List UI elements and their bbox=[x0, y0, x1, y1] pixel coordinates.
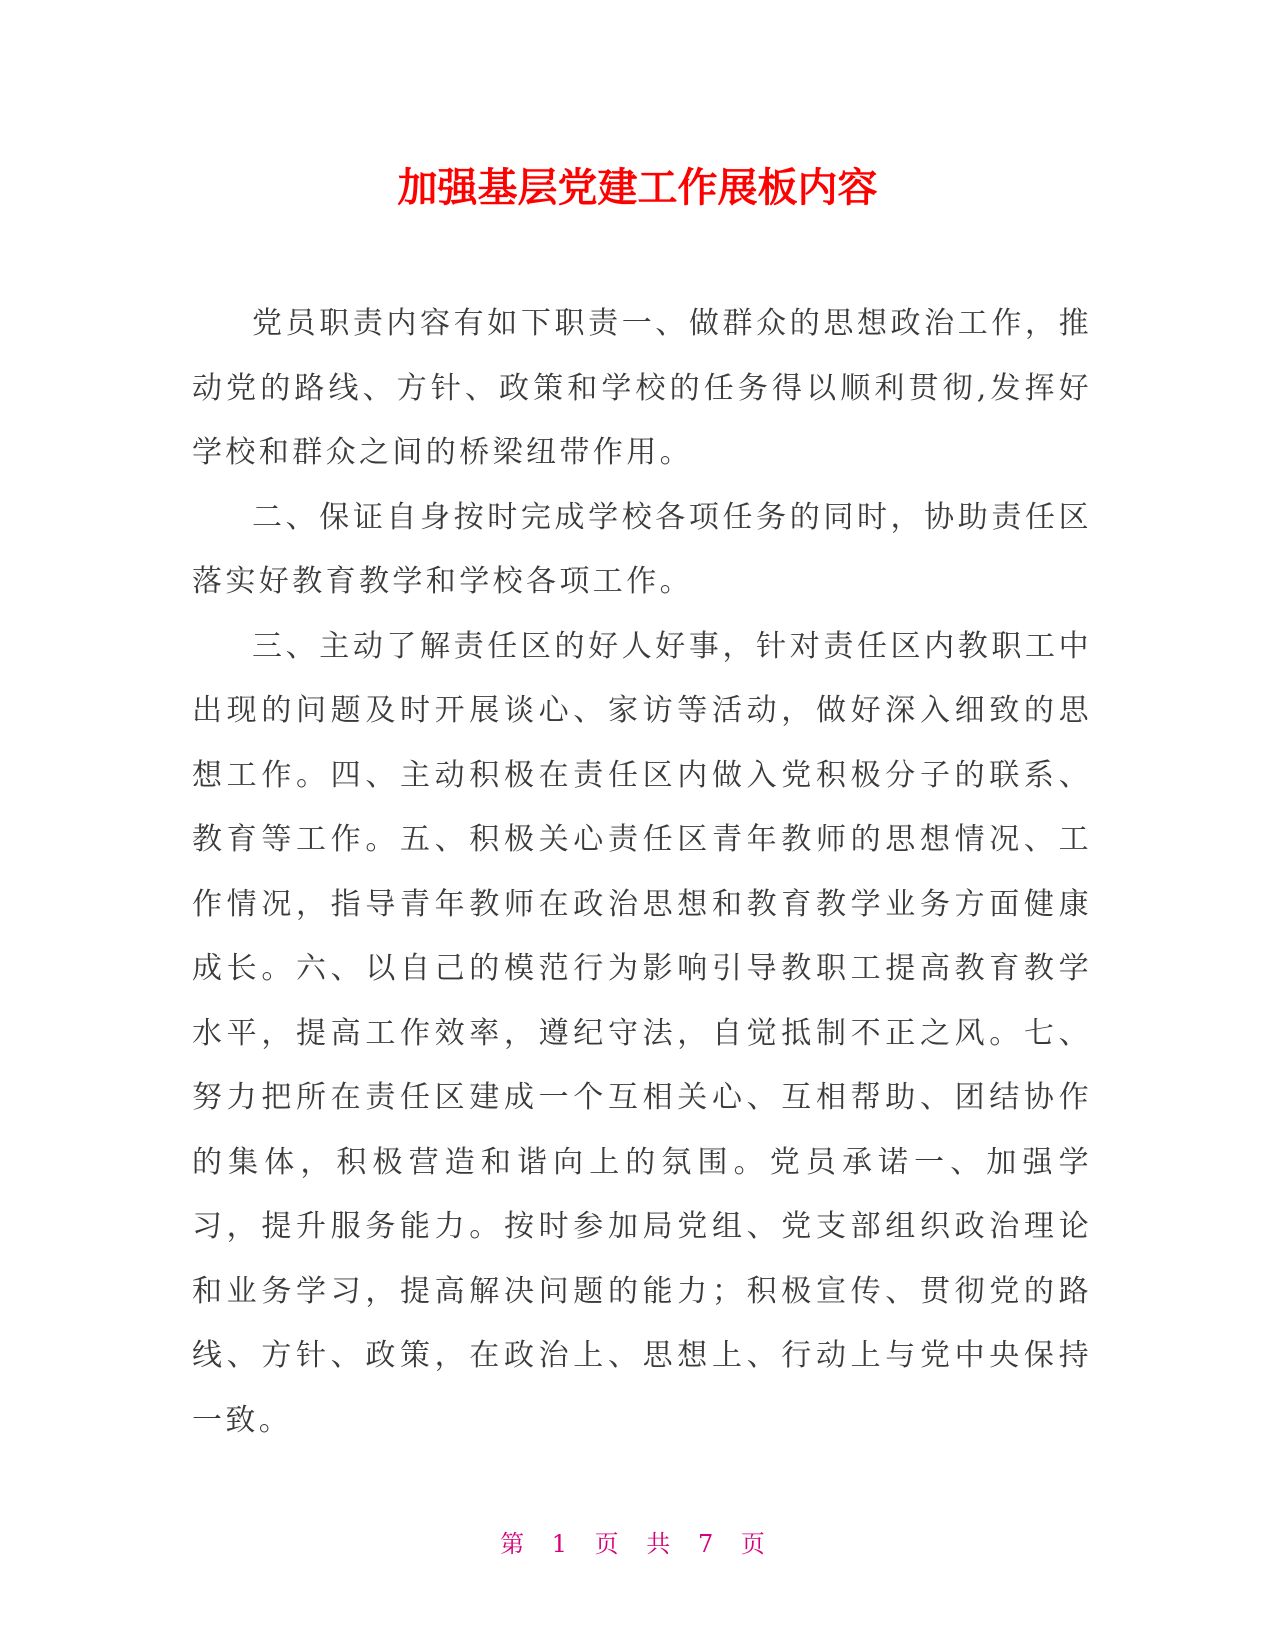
document-title: 加强基层党建工作展板内容 bbox=[397, 165, 878, 211]
paragraph-1: 党员职责内容有如下职责一、做群众的思想政治工作，推动党的路线、方针、政策和学校的任务得以顺利贯彻,发挥好学校和群众之间的桥梁纽带作用。 bbox=[192, 306, 1092, 470]
page-number-footer: 第 1 页 共 7 页 bbox=[500, 1530, 775, 1558]
paragraph-3: 三、主动了解责任区的好人好事，针对责任区内教职工中出现的问题及时开展谈心、家访等活动，做好深入细致的思想工作。四、主动积极在责任区内做入党积极分子的联系、教育等工作。五、积极关心责任区青年教师的思想情况、工作情况，指导青年教师在政治思想和教育教学业务方面健康成长。六、以自己的模范行为影响引导教职工提高教育教学水平，提高工作效率，遵纪守法，自觉抵制不正之风。七、努力把所在责任区建成一个互相关心、互相帮助、团结协作的集体，积极营造和谐向上的氛围。党员承诺一、加强学习，提升服务能力。按时参加局党组、党支部组织政治理论和业务学习，提高解决问题的能力；积极宣传、贯彻党的路线、方针、政策，在政治上、思想上、行动上与党中央保持一致。 bbox=[192, 628, 1092, 1438]
document-body bbox=[192, 292, 1092, 1453]
paragraph-2: 二、保证自身按时完成学校各项任务的同时，协助责任区落实好教育教学和学校各项工作。 bbox=[192, 499, 1092, 599]
